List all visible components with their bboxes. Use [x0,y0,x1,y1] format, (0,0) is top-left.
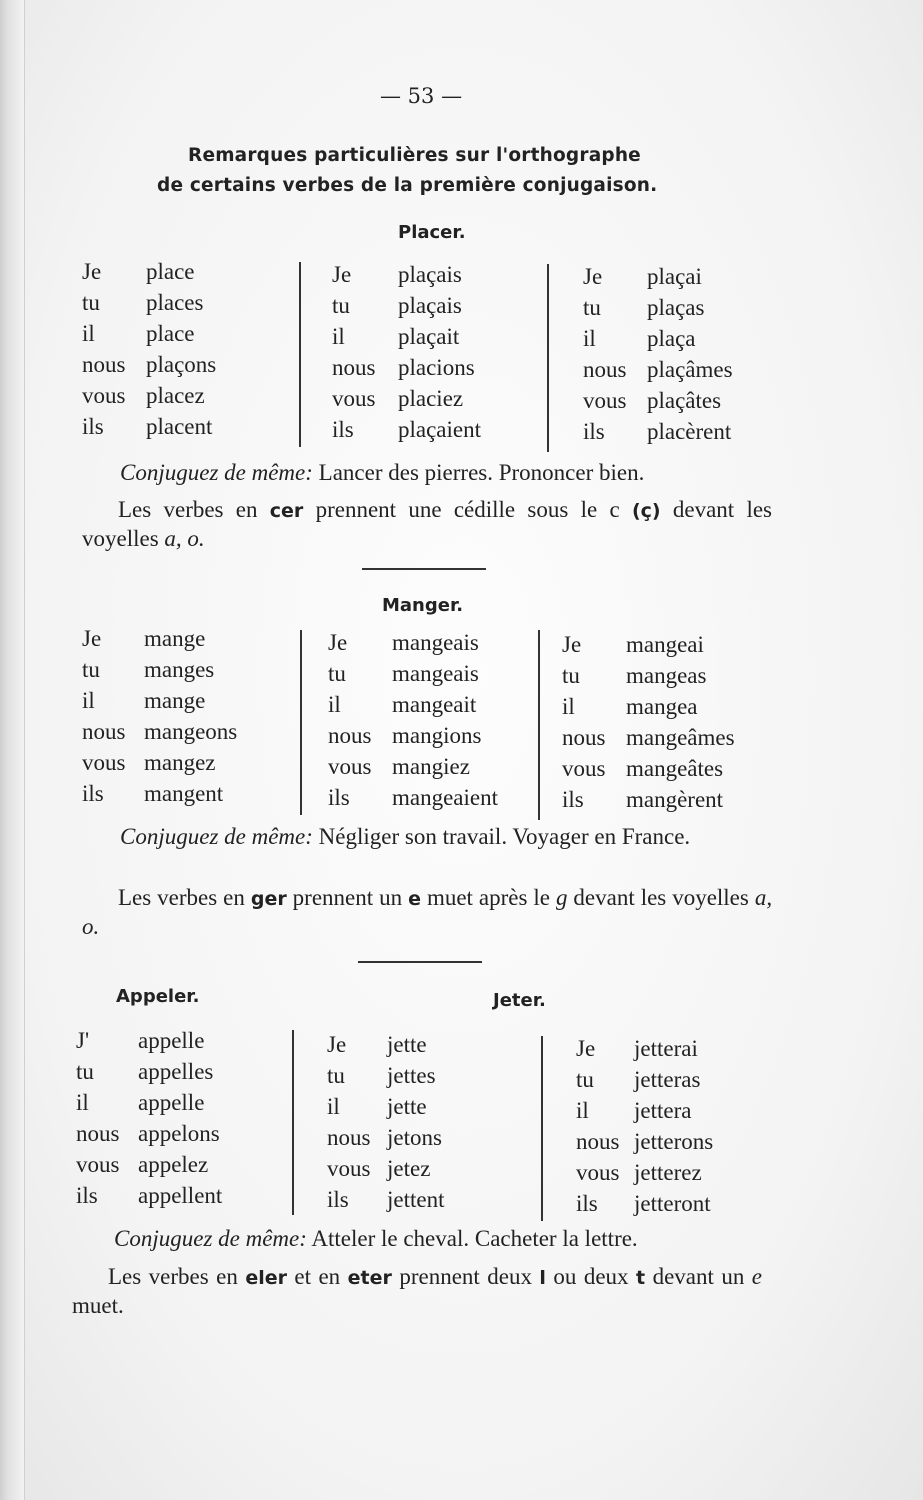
appeler-heading: Appeler. [116,986,200,1007]
manger-exercise: Conjuguez de même: Négliger son travail. Voyager en France. [120,824,691,849]
section-divider [358,961,482,963]
placer-heading: Placer. [398,222,466,243]
placer-exercise: Conjuguez de même: Lancer des pierres. Prononcer bien. [120,460,645,485]
placer-rule: Les verbes en cer prennent une cédille sous le c (ç) devant les voyelles a, o. [82,497,773,551]
page-gutter [0,0,25,1500]
column-divider [538,630,540,820]
manger-rule: Les verbes en ger prennent un e muet après le g devant les voyelles a, o. [82,885,773,939]
page-number: — 53 — [380,84,463,108]
title-line-2: de certains verbes de la première conjugaison. [157,175,658,196]
column-divider [547,264,549,452]
column-divider [299,262,301,447]
book-page: — 53 — Remarques particulières sur l'orthographe de certains verbes de la première conjugaison. Placer. Je place tu places il place nous plaçons vous placez ils placent Je plaçais tu plaçais il plaçait nous placions vous placiez ils plaçaient Je plaçai tu plaças il plaça nous plaçâmes vous plaçâtes ils placèrent Conjuguez de même: Lancer des pierres. Prononcer bien. Les verbes en cer prennent une cédille sous le c (ç) devant les voyelles a, o. Manger. Je mange tu manges il mange nous mangeons vous mangez ils mangent Je mangeais tu mangeais il mangeait nous mangions vous mangiez ils mangeaient Je mangeai tu mangeas il mangea nous mangeâmes vous mangeâtes ils mangèrent Conjuguez de même: Négliger son travail. Voyager en France. Les verbes en ger prennent un e muet après le g devant les voyelles a, o. Appeler. Jeter. J' appelle tu appelles il appelle nous appelons vous appelez ils appellent Je jette tu jettes il jette nous jetons vous jetez ils jettent Je jetterai tu jetteras il jettera nous jetterons vous jetterez ils jetteront Conjuguez de même: Atteler le cheval. Cacheter la lettre. Les verbes en eler et en eter prennent deux l ou deux t devant un e muet. [0,0,923,1500]
final-exercise: Conjuguez de même: Atteler le cheval. Cacheter la lettre. [114,1226,638,1251]
jeter-heading: Jeter. [493,990,546,1011]
column-divider [300,630,302,815]
column-divider [541,1036,543,1221]
title-line-1: Remarques particulières sur l'orthographe [188,145,641,166]
column-divider [292,1030,294,1215]
final-rule: Les verbes en eler et en eter prennent deux l ou deux t devant un e muet. [72,1264,762,1318]
manger-heading: Manger. [382,595,464,616]
section-divider [362,568,486,570]
